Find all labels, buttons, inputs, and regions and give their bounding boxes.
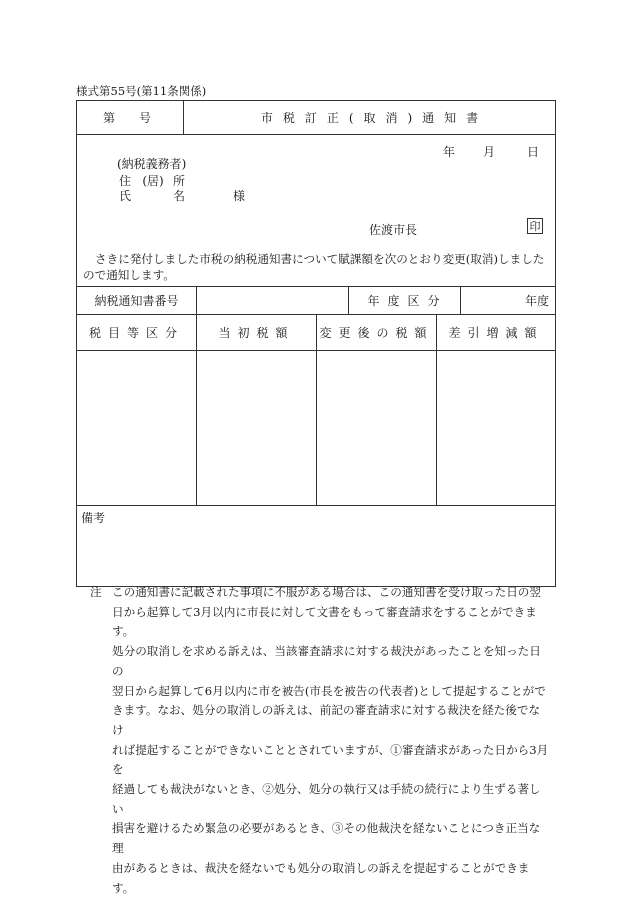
notice-number-row [77,287,555,315]
amounts-body-row [77,351,555,506]
fiscal-year-value: 年度 [524,294,549,308]
footnote-line: きます。なお、処分の取消しの訴えは、前記の審査請求に対する裁決を経た後でなけ [112,703,541,737]
footnote-line: 処分の取消しを求める訴えは、当該審査請求に対する裁決があったことを知った日の [112,644,541,678]
footnote-line: 損害を避けるため緊急の必要があるとき、③その他裁決を経ないことにつき正当な理 [112,821,541,856]
footnote [90,583,550,898]
column-header-tax-item: 税目等区分 [77,315,197,350]
fiscal-year-label: 年度区分 [349,287,461,314]
footnote-body [112,583,550,898]
seal-stamp: 印 [527,218,543,234]
difference-cell [437,351,555,505]
number-prefix: 第 [103,111,116,125]
name-honorific: 様 [233,189,246,203]
taxpayer-label: (納税義務者) [117,157,187,171]
footnote-line: 経過しても裁決がないとき、②処分、処分の執行又は手続の続行により生ずる著しい [112,782,541,816]
date-month: 月 [482,145,495,159]
footnote-line: この通知書に記載された事項に不服がある場合は、この通知書を受け取った日の翌 [112,585,541,599]
issue-date [443,143,539,160]
footnote-mark: 注 [90,585,102,599]
tax-correction-notice-form [76,100,556,587]
date-day: 日 [526,145,539,159]
notice-text: さきに発付しました市税の納税通知書について賦課額を次のとおり変更(取消)しましたので通知します。 [83,252,545,282]
info-block [77,135,555,287]
footnote-line: 日から起算して3月以内に市長に対して文書をもって審査請求をすることができます。 [112,604,537,639]
address-char-2: (居) [142,174,164,188]
original-amount-cell [197,351,317,505]
number-suffix: 号 [138,111,151,125]
address-char-3: 所 [173,174,186,188]
footnote-line: 由があるときは、裁決を経ないでも処分の取消しの訴えを提起することができます。 [112,860,530,895]
remarks-label: 備考 [81,511,106,525]
remarks-row [77,506,555,586]
column-header-row [77,315,555,351]
tax-item-cell [77,351,197,505]
name-char-1: 氏 [119,189,132,203]
footnote-line: れば提起することができないこととされていますが、①審査請求があった日から3月を [112,742,549,777]
notice-number-value [197,287,349,314]
column-header-revised-amount: 変更後の税額 [317,315,437,350]
name-label [119,187,245,204]
footnote-line: 翌日から起算して6月以内に市を被告(市長を被告の代表者)として提起することがで [112,683,546,698]
date-year: 年 [442,145,455,159]
address-char-1: 住 [119,174,132,188]
header-row [77,101,555,135]
column-header-difference: 差引増減額 [448,326,544,340]
name-char-2: 名 [173,189,186,203]
form-number-label: 様式第55号(第11条関係) [76,84,207,98]
column-header-original-amount: 当初税額 [197,315,317,350]
notice-number-label: 納税通知書番号 [77,287,197,314]
notice-number-cell [77,101,184,134]
mayor-signature: 佐渡市長 [369,223,418,237]
document-title: 市税訂正(取消)通知書 [260,111,489,125]
revised-amount-cell [317,351,437,505]
